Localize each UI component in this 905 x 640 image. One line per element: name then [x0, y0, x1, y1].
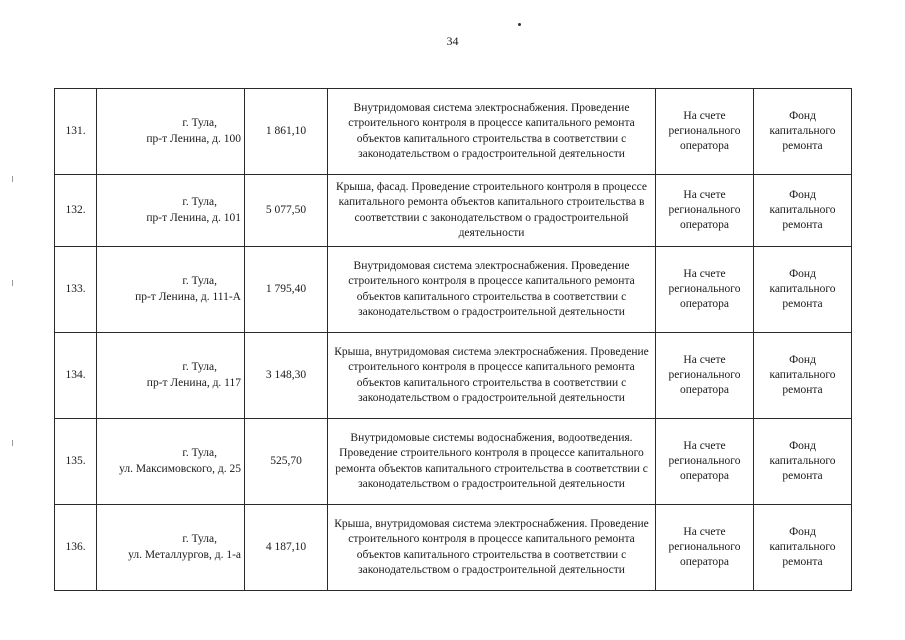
- account-line: оператора: [679, 470, 730, 483]
- fund-line: Фонд: [789, 188, 816, 201]
- address-city: г. Тула,: [182, 447, 217, 460]
- account-line: регионального: [668, 203, 741, 216]
- repair-table: [54, 88, 852, 591]
- address-street: пр-т Ленина, д. 111-А: [135, 290, 241, 303]
- work-description: Крыша, внутридомовая система электроснабжения. Проведение строительного контроля в процессе капитального ремонта объектов капитального строительства в соответствии с законодательством о градостроительной деятельности: [328, 333, 656, 419]
- account-line: регионального: [668, 454, 741, 467]
- page-number: 34: [446, 34, 459, 48]
- table-row: [55, 419, 852, 505]
- area-cell: 525,70: [245, 419, 328, 505]
- account-line: На счете: [683, 353, 726, 366]
- fund-line: ремонта: [782, 140, 823, 153]
- account-line: На счете: [683, 525, 726, 538]
- address-street: пр-т Ленина, д. 100: [146, 132, 241, 145]
- fund-line: Фонд: [789, 353, 816, 366]
- row-number: 133.: [55, 247, 97, 333]
- row-number: 135.: [55, 419, 97, 505]
- fund-line: Фонд: [789, 439, 816, 452]
- account-line: На счете: [683, 109, 726, 122]
- address-city: г. Тула,: [182, 196, 217, 209]
- work-description: Внутридомовая система электроснабжения. Проведение строительного контроля в процессе капитального ремонта объектов капитального строительства в соответствии с законодательством о градостроительной деятельности: [328, 89, 656, 175]
- account-cell: [656, 175, 754, 247]
- account-line: оператора: [679, 384, 730, 397]
- address-city: г. Тула,: [182, 117, 217, 130]
- account-line: регионального: [668, 124, 741, 137]
- account-line: На счете: [683, 439, 726, 452]
- fund-cell: [754, 89, 852, 175]
- account-line: оператора: [679, 298, 730, 311]
- address-street: пр-т Ленина, д. 101: [146, 211, 241, 224]
- account-cell: [656, 247, 754, 333]
- address-cell: [97, 419, 245, 505]
- area-cell: 4 187,10: [245, 505, 328, 591]
- account-cell: [656, 89, 754, 175]
- account-cell: [656, 419, 754, 505]
- address-city: г. Тула,: [182, 533, 217, 546]
- address-cell: [97, 247, 245, 333]
- area-cell: 3 148,30: [245, 333, 328, 419]
- account-line: оператора: [679, 219, 730, 232]
- row-number: 131.: [55, 89, 97, 175]
- scan-mark: [12, 440, 13, 446]
- row-number: 132.: [55, 175, 97, 247]
- fund-line: капитального: [769, 368, 836, 381]
- row-number: 134.: [55, 333, 97, 419]
- table-body: [55, 89, 852, 591]
- row-number: 136.: [55, 505, 97, 591]
- fund-cell: [754, 247, 852, 333]
- fund-line: Фонд: [789, 267, 816, 280]
- account-cell: [656, 505, 754, 591]
- fund-line: ремонта: [782, 470, 823, 483]
- address-city: г. Тула,: [182, 361, 217, 374]
- table-row: [55, 89, 852, 175]
- fund-line: ремонта: [782, 298, 823, 311]
- account-cell: [656, 333, 754, 419]
- fund-line: ремонта: [782, 219, 823, 232]
- fund-cell: [754, 419, 852, 505]
- account-line: На счете: [683, 188, 726, 201]
- fund-line: капитального: [769, 454, 836, 467]
- area-cell: 1 795,40: [245, 247, 328, 333]
- account-line: регионального: [668, 368, 741, 381]
- fund-cell: [754, 175, 852, 247]
- address-street: пр-т Ленина, д. 117: [146, 376, 241, 389]
- address-street: ул. Максимовского, д. 25: [119, 462, 241, 475]
- account-line: регионального: [668, 540, 741, 553]
- table-row: [55, 333, 852, 419]
- address-cell: [97, 333, 245, 419]
- fund-line: капитального: [769, 540, 836, 553]
- fund-cell: [754, 333, 852, 419]
- address-cell: [97, 175, 245, 247]
- table-row: [55, 505, 852, 591]
- table-row: [55, 247, 852, 333]
- work-description: Внутридомовая система электроснабжения. Проведение строительного контроля в процессе капитального ремонта объектов капитального строительства в соответствии с законодательством о градостроительной деятельности: [328, 247, 656, 333]
- fund-line: капитального: [769, 282, 836, 295]
- area-cell: 5 077,50: [245, 175, 328, 247]
- account-line: оператора: [679, 556, 730, 569]
- fund-line: ремонта: [782, 556, 823, 569]
- address-cell: [97, 89, 245, 175]
- address-street: ул. Металлургов, д. 1-а: [128, 548, 241, 561]
- area-cell: 1 861,10: [245, 89, 328, 175]
- table-row: [55, 175, 852, 247]
- fund-line: Фонд: [789, 109, 816, 122]
- scan-mark: [12, 176, 13, 182]
- fund-line: капитального: [769, 203, 836, 216]
- fund-line: Фонд: [789, 525, 816, 538]
- address-city: г. Тула,: [182, 275, 217, 288]
- account-line: регионального: [668, 282, 741, 295]
- work-description: Крыша, фасад. Проведение строительного контроля в процессе капитального ремонта объектов капитального строительства в соответствии с законодательством о градостроительной деятельности: [328, 175, 656, 247]
- account-line: оператора: [679, 140, 730, 153]
- fund-line: капитального: [769, 124, 836, 137]
- scan-dot: [518, 23, 521, 26]
- account-line: На счете: [683, 267, 726, 280]
- fund-line: ремонта: [782, 384, 823, 397]
- fund-cell: [754, 505, 852, 591]
- work-description: Крыша, внутридомовая система электроснабжения. Проведение строительного контроля в процессе капитального ремонта объектов капитального строительства в соответствии с законодательством о градостроительной деятельности: [328, 505, 656, 591]
- address-cell: [97, 505, 245, 591]
- work-description: Внутридомовые системы водоснабжения, водоотведения. Проведение строительного контроля в процессе капитального ремонта объектов капитального строительства в соответствии с законодательством о градостроительной деятельности: [328, 419, 656, 505]
- scan-mark: [12, 280, 13, 286]
